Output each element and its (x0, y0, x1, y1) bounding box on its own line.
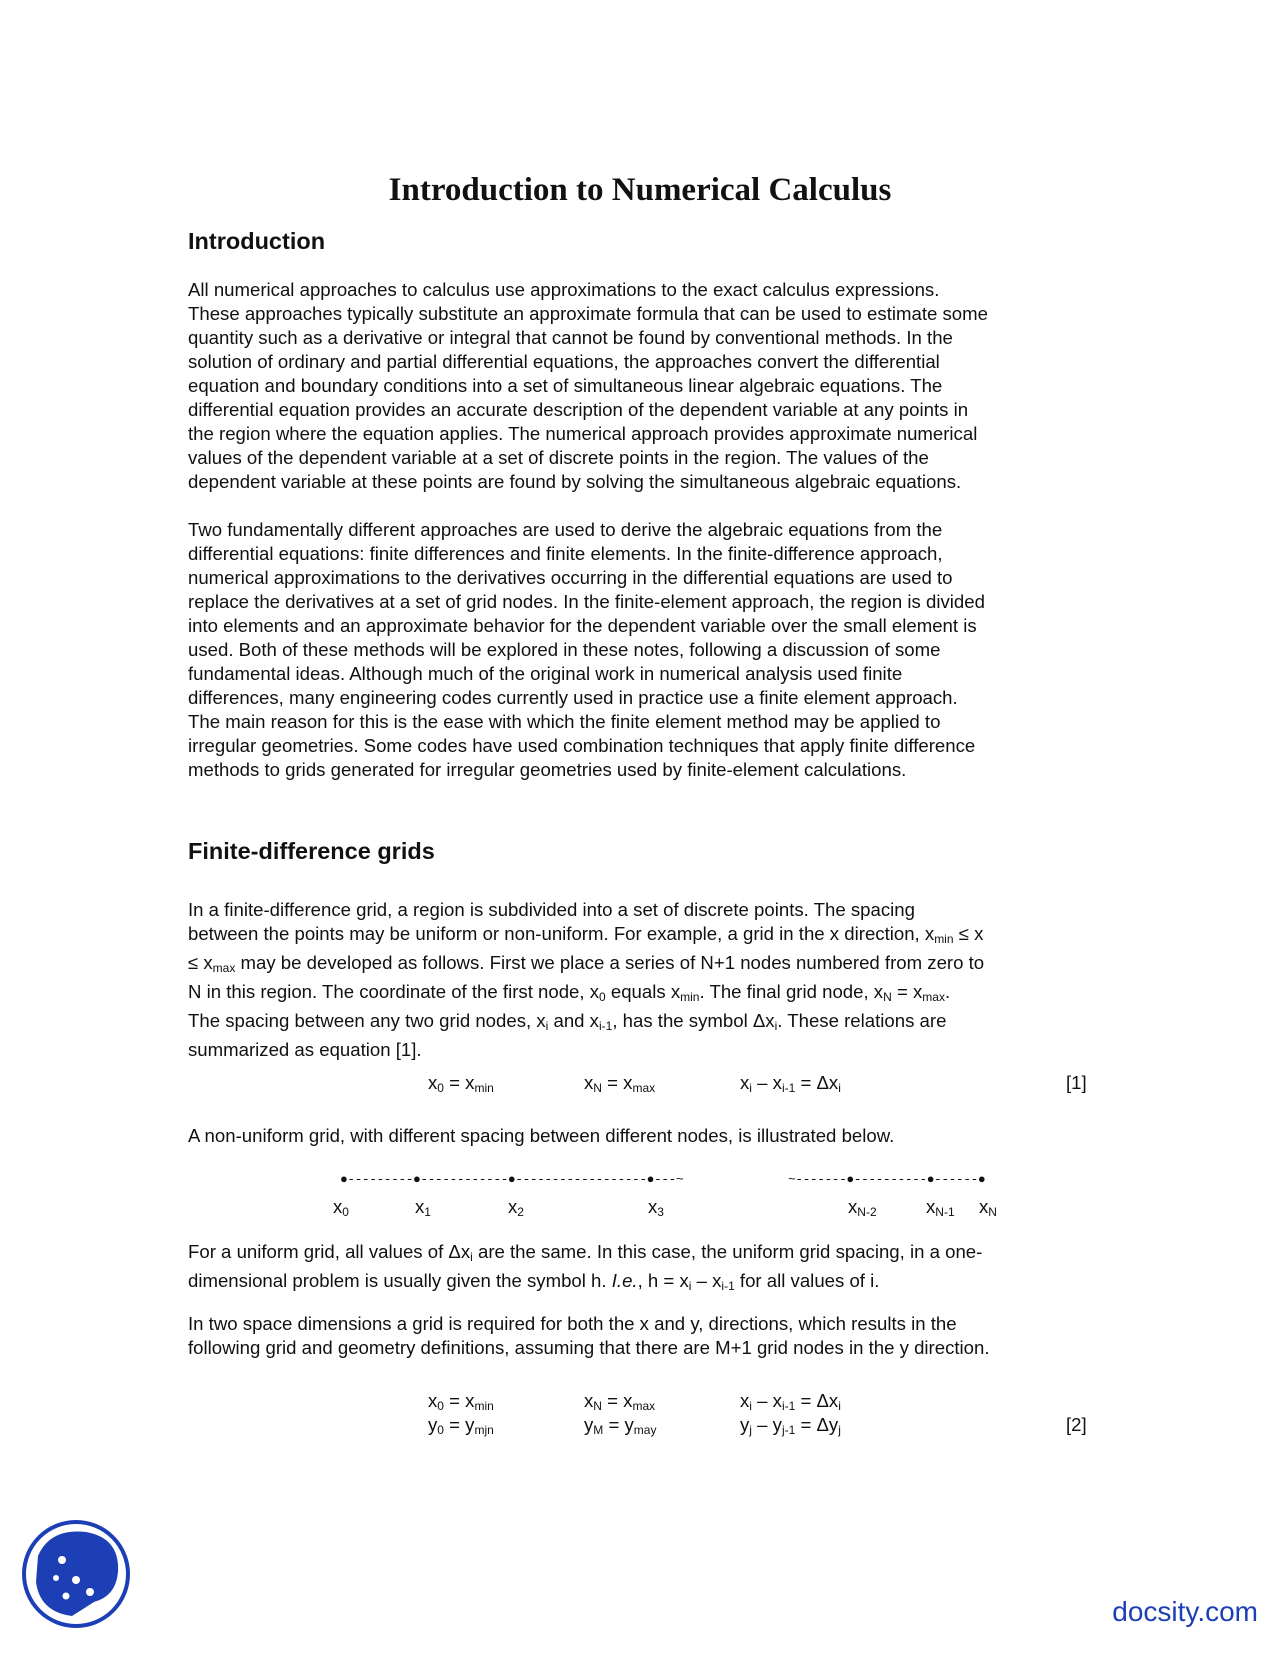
text-line: Two fundamentally different approaches are used to derive the algebraic equations from the (188, 519, 943, 540)
equation-2-row-1-part-c: xi – xi-1 = Δxi (740, 1390, 841, 1413)
text-line: These approaches typically substitute an approximate formula that can be used to estimate some (188, 303, 988, 324)
equation-2-row-1-part-b: xN = xmax (584, 1390, 656, 1413)
text-line: summarized as equation [1]. (188, 1039, 422, 1060)
text-line: following grid and geometry definitions, assuming that there are M+1 grid nodes in the y direction. (188, 1337, 990, 1358)
text-line: between the points may be uniform or non-uniform. For example, a grid in the x direction, xmin ≤ x (188, 923, 984, 946)
text-line: into elements and an approximate behavior for the dependent variable over the small element is (188, 615, 977, 636)
section-heading-finite-difference-grids: Finite-difference grids (188, 838, 435, 864)
text-line: A non-uniform grid, with different spacing between different nodes, is illustrated below. (188, 1125, 895, 1146)
text-line: differences, many engineering codes currently used in practice use a finite element approach. (188, 687, 958, 708)
text-line: In two space dimensions a grid is required for both the x and y, directions, which results in the (188, 1313, 957, 1334)
text-line: dependent variable at these points are found by solving the simultaneous algebraic equations. (188, 471, 962, 492)
text-line: solution of ordinary and partial differential equations, the approaches convert the differential (188, 351, 940, 372)
text-line: used. Both of these methods will be explored in these notes, following a discussion of some (188, 639, 941, 660)
equation-1-part-b: xN = xmax (584, 1072, 656, 1095)
docsity-brand-link[interactable]: docsity.com (1112, 1596, 1258, 1627)
node-label: xN (979, 1196, 997, 1219)
paragraph-intro-2 (188, 518, 1093, 782)
text-line: dimensional problem is usually given the symbol h. I.e., h = xi – xi-1 for all values of i. (188, 1270, 880, 1293)
text-line: irregular geometries. Some codes have used combination techniques that apply finite difference (188, 735, 976, 756)
equation-2-row-2-part-a: y0 = ymjn (428, 1414, 494, 1437)
text-line: In a finite-difference grid, a region is subdivided into a set of discrete points. The spacing (188, 899, 915, 920)
text-line: methods to grids generated for irregular geometries used by finite-element calculations. (188, 759, 907, 780)
paragraph-two-dimensions (188, 1312, 1093, 1360)
text-line: The main reason for this is the ease with which the finite element method may be applied to (188, 711, 941, 732)
text-line: the region where the equation applies. The numerical approach provides approximate numerical (188, 423, 978, 444)
node-label: x0 (333, 1196, 349, 1219)
equation-2-row-2-part-c: yj – yj-1 = Δyj (740, 1414, 841, 1437)
paragraph-uniform-grid (188, 1240, 1093, 1298)
paragraph-intro-1 (188, 278, 1093, 494)
equation-2-label: [2] (1066, 1414, 1087, 1435)
grid-diagram-left: ●---------●------------●------------------●---~ (340, 1172, 684, 1187)
section-heading-introduction: Introduction (188, 228, 326, 254)
text-line: For a uniform grid, all values of Δxi are the same. In this case, the uniform grid spacing, in a one- (188, 1241, 983, 1264)
equation-1-part-c: xi – xi-1 = Δxi (740, 1072, 841, 1095)
node-label: xN-1 (926, 1196, 955, 1219)
node-label: x1 (415, 1196, 431, 1219)
equation-1-part-a: x0 = xmin (428, 1072, 494, 1095)
text-line: All numerical approaches to calculus use approximations to the exact calculus expressions. (188, 279, 940, 300)
text-line: numerical approximations to the derivatives occurring in the differential equations are used to (188, 567, 953, 588)
text-line: ≤ xmax may be developed as follows. First we place a series of N+1 nodes numbered from zero to (188, 952, 985, 975)
text-line: N in this region. The coordinate of the first node, x0 equals xmin. The final grid node, xN = xmax. (188, 981, 951, 1004)
equation-1-label: [1] (1066, 1072, 1087, 1093)
text-line: values of the dependent variable at a set of discrete points in the region. The values of the (188, 447, 929, 468)
node-label: x3 (648, 1196, 664, 1219)
equation-2-row-1-part-a: x0 = xmin (428, 1390, 494, 1413)
text-line: fundamental ideas. Although much of the original work in numerical analysis used finite (188, 663, 903, 684)
text-line: The spacing between any two grid nodes, xi and xi-1, has the symbol Δxi. These relations are (188, 1010, 947, 1033)
node-label: x2 (508, 1196, 524, 1219)
text-line: differential equation provides an accurate description of the dependent variable at any points in (188, 399, 969, 420)
page-title: Introduction to Numerical Calculus (388, 172, 892, 208)
text-line: replace the derivatives at a set of grid nodes. In the finite-element approach, the region is divided (188, 591, 985, 612)
text-line: equation and boundary conditions into a set of simultaneous linear algebraic equations. The (188, 375, 943, 396)
paragraph-non-uniform-grid (188, 1124, 1093, 1148)
equation-2-row-2-part-b: yM = ymay (584, 1414, 657, 1437)
text-line: differential equations: finite differences and finite elements. In the finite-difference approach, (188, 543, 943, 564)
paragraph-grid-definition (188, 898, 1093, 1062)
docsity-logo-icon[interactable] (20, 1516, 132, 1632)
text-line: quantity such as a derivative or integral that cannot be found by conventional methods. In the (188, 327, 953, 348)
node-label: xN-2 (848, 1196, 877, 1219)
grid-diagram-right: ~-------●----------●------● (788, 1172, 986, 1187)
